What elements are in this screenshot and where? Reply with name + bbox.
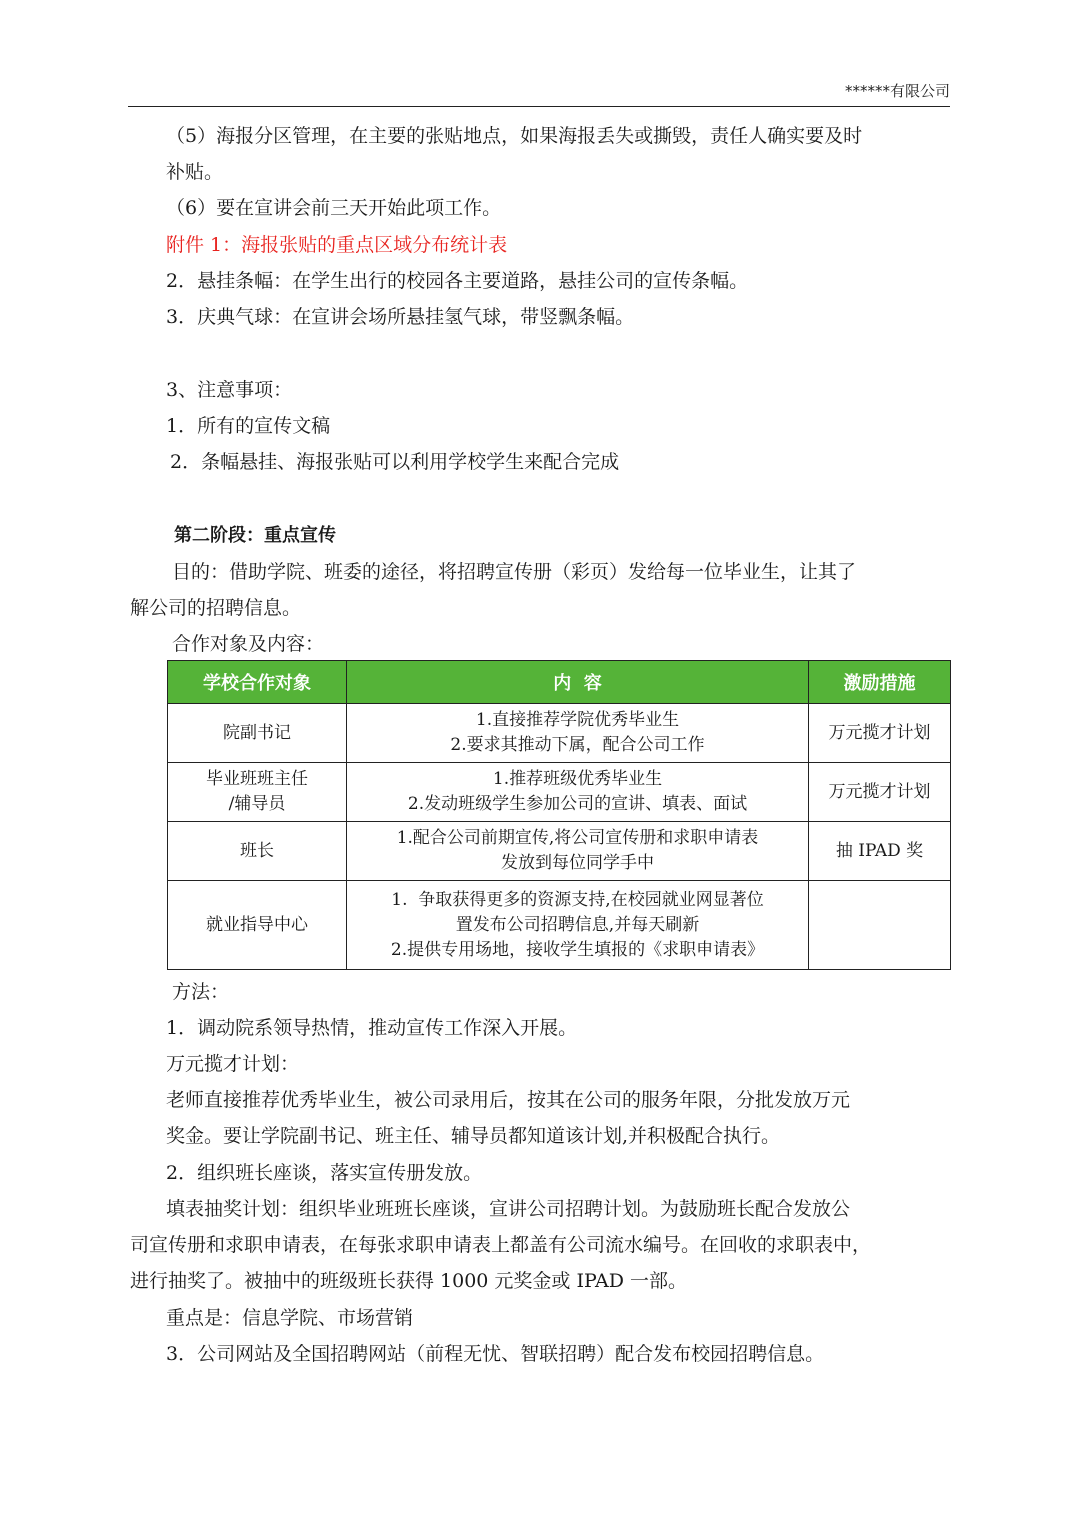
paragraph-banner: 2．悬挂条幅：在学生出行的校园各主要道路，悬挂公司的宣传条幅。 <box>166 270 749 292</box>
cell-content: 1.配合公司前期宣传,将公司宣传册和求职申请表 发放到每位同学手中 <box>347 822 809 881</box>
table-row <box>168 881 951 970</box>
cooperation-table <box>167 660 951 970</box>
table-row <box>168 704 951 763</box>
paragraph-purpose-cont: 解公司的招聘信息。 <box>130 597 302 619</box>
paragraph-method-2: 2．组织班长座谈，落实宣传册发放。 <box>166 1162 483 1184</box>
table-row <box>168 763 951 822</box>
paragraph-poster-management-cont: 补贴。 <box>166 161 224 183</box>
cell-partner: 毕业班班主任 /辅导员 <box>168 763 347 822</box>
paragraph-lottery-cont2: 进行抽奖了。被抽中的班级班长获得 1000 元奖金或 IPAD 一部。 <box>130 1270 688 1292</box>
table-header-row <box>168 661 951 704</box>
cell-partner: 院副书记 <box>168 704 347 763</box>
cell-content: 1.推荐班级优秀毕业生 2.发动班级学生参加公司的宣讲、填表、面试 <box>347 763 809 822</box>
section-heading-stage-two: 第二阶段：重点宣传 <box>174 525 336 546</box>
attachment-link: 附件 1：海报张贴的重点区域分布统计表 <box>166 234 508 256</box>
paragraph-balloon: 3．庆典气球：在宣讲会场所悬挂氢气球，带竖飘条幅。 <box>166 306 635 328</box>
column-header-partner: 学校合作对象 <box>168 661 347 704</box>
company-name: ******有限公司 <box>844 82 950 100</box>
cell-incentive: 万元揽才计划 <box>809 763 951 822</box>
paragraph-plan-heading: 万元揽才计划： <box>166 1053 300 1075</box>
paragraph-plan-body-cont: 奖金。要让学院副书记、班主任、辅导员都知道该计划,并积极配合执行。 <box>166 1125 781 1147</box>
paragraph-purpose: 目的：借助学院、班委的途径，将招聘宣传册（彩页）发给每一位毕业生，让其了 <box>172 561 857 583</box>
paragraph-method-3: 3．公司网站及全国招聘网站（前程无忧、智联招聘）配合发布校园招聘信息。 <box>166 1343 825 1365</box>
paragraph-focus: 重点是：信息学院、市场营销 <box>166 1307 414 1329</box>
cell-partner: 班长 <box>168 822 347 881</box>
paragraph-lottery-cont: 司宣传册和求职申请表，在每张求职申请表上都盖有公司流水编号。在回收的求职表中， <box>130 1234 872 1256</box>
column-header-content: 内 容 <box>347 661 809 704</box>
cell-partner: 就业指导中心 <box>168 881 347 970</box>
cell-content: 1.直接推荐学院优秀毕业生 2.要求其推动下属，配合公司工作 <box>347 704 809 763</box>
paragraph-notes-2: 2．条幅悬挂、海报张贴可以利用学校学生来配合完成 <box>170 451 620 473</box>
paragraph-start-time: （6）要在宣讲会前三天开始此项工作。 <box>166 197 502 219</box>
cell-incentive: 万元揽才计划 <box>809 704 951 763</box>
column-header-incentive: 激励措施 <box>809 661 951 704</box>
cell-content: 1. 争取获得更多的资源支持,在校园就业网显著位 置发布公司招聘信息,并每天刷新 2.提供专用场地，接收学生填报的《求职申请表》 <box>347 881 809 970</box>
paragraph-poster-management: （5）海报分区管理，在主要的张贴地点，如果海报丢失或撕毁，责任人确实要及时 <box>166 125 863 147</box>
table-row <box>168 822 951 881</box>
paragraph-partners-heading: 合作对象及内容： <box>172 633 325 655</box>
cell-incentive: 抽 IPAD 奖 <box>809 822 951 881</box>
paragraph-method-1: 1．调动院系领导热情，推动宣传工作深入开展。 <box>166 1017 578 1039</box>
paragraph-method-heading: 方法： <box>172 981 230 1003</box>
paragraph-lottery: 填表抽奖计划：组织毕业班班长座谈，宣讲公司招聘计划。为鼓励班长配合发放公 <box>166 1198 851 1220</box>
cell-incentive <box>809 881 951 970</box>
paragraph-plan-body: 老师直接推荐优秀毕业生，被公司录用后，按其在公司的服务年限，分批发放万元 <box>166 1089 851 1111</box>
paragraph-notes-1: 1．所有的宣传文稿 <box>166 415 331 437</box>
paragraph-notes-heading: 3、注意事项： <box>166 379 293 401</box>
page-header <box>128 78 950 107</box>
